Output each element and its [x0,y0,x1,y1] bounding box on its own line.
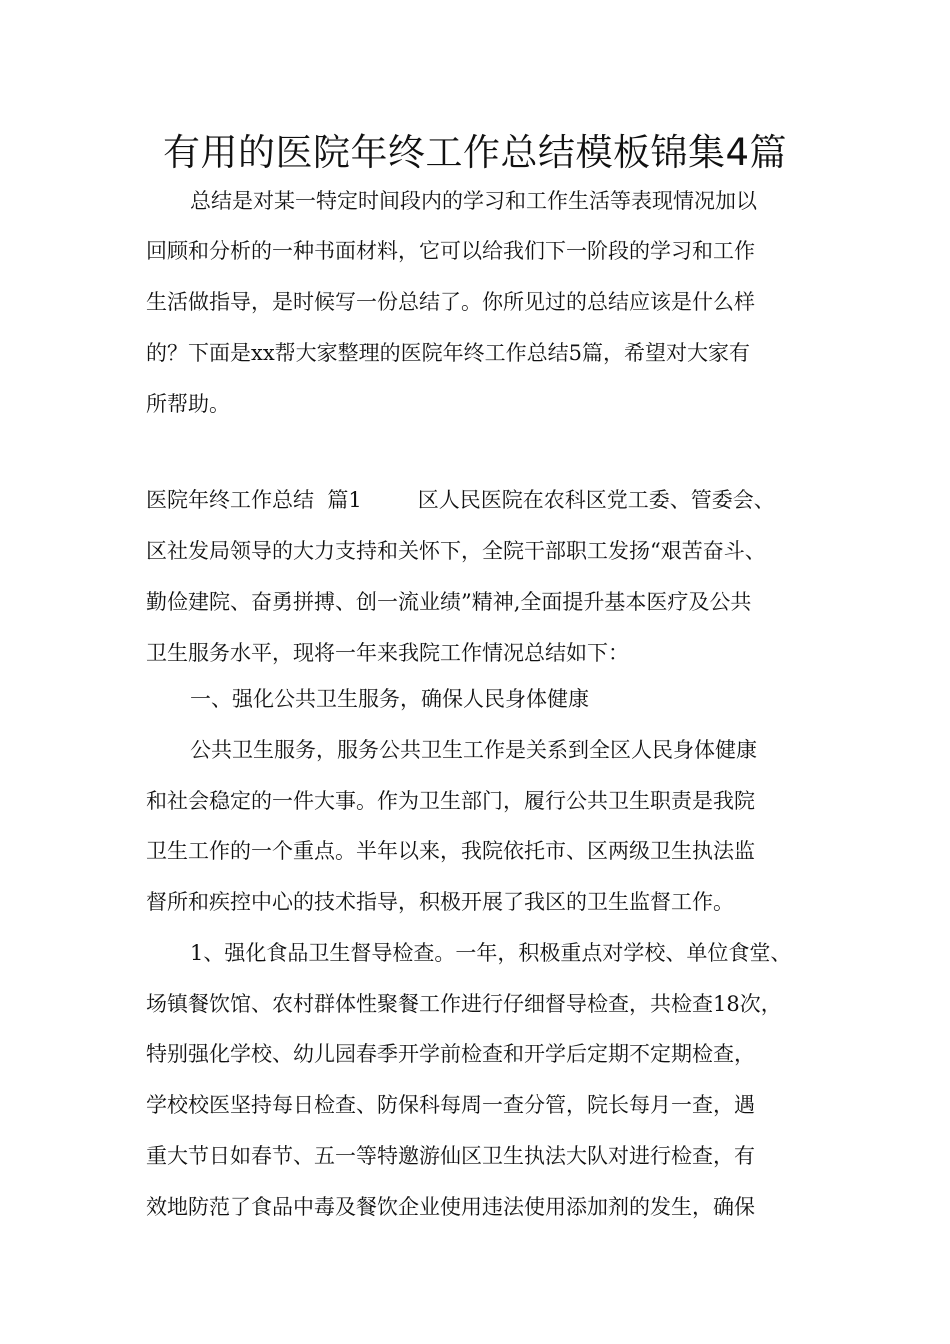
body-line: 督所和疾控中心的技术指导，积极开展了我区的卫生监督工作。 [146,890,734,914]
section-heading: 医院年终工作总结 篇1 [146,488,362,512]
subheading: 一、强化公共卫生服务，确保人民身体健康 [190,687,589,711]
document-title: 有用的医院年终工作总结模板锦集4篇 [162,131,788,174]
body-line: 勤俭建院、奋勇拼搏、创一流业绩”精神,全面提升基本医疗及公共 [146,590,752,614]
intro-line: 生活做指导，是时候写一份总结了。你所见过的总结应该是什么样 [146,290,755,314]
body-line: 公共卫生服务，服务公共卫生工作是关系到全区人民身体健康 [190,738,757,762]
body-line: 重大节日如春节、五一等特邀游仙区卫生执法大队对进行检查，有 [146,1144,755,1168]
body-line: 1、强化食品卫生督导检查。一年，积极重点对学校、单位食堂、 [190,941,792,965]
body-line: 场镇餐饮馆、农村群体性聚餐工作进行仔细督导检查，共检查18次， [146,992,782,1016]
body-line: 区社发局领导的大力支持和关怀下，全院干部职工发扬“艰苦奋斗、 [146,539,766,563]
body-line: 效地防范了食品中毒及餐饮企业使用违法使用添加剂的发生，确保 [146,1195,755,1219]
section-first-line [146,485,775,515]
body-line: 区人民医院在农科区党工委、管委会、 [417,488,775,512]
intro-line: 所帮助。 [146,392,230,416]
body-line: 卫生服务水平，现将一年来我院工作情况总结如下： [146,641,629,665]
intro-line: 的？下面是xx帮大家整理的医院年终工作总结5篇，希望对大家有 [146,341,751,365]
intro-line: 总结是对某一特定时间段内的学习和工作生活等表现情况加以 [190,189,757,213]
body-line: 和社会稳定的一件大事。作为卫生部门，履行公共卫生职责是我院 [146,789,755,813]
body-line: 卫生工作的一个重点。半年以来，我院依托市、区两级卫生执法监 [146,839,755,863]
body-line: 学校校医坚持每日检查、防保科每周一查分管，院长每月一查，遇 [146,1093,755,1117]
body-line: 特别强化学校、幼儿园春季开学前检查和开学后定期不定期检查， [146,1042,755,1066]
intro-line: 回顾和分析的一种书面材料，它可以给我们下一阶段的学习和工作 [146,239,755,263]
